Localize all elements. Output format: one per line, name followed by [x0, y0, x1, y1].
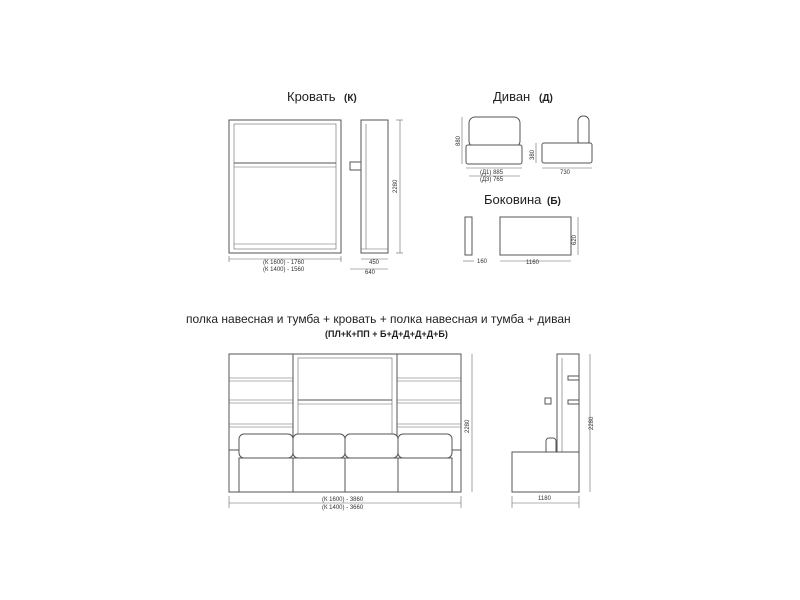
sofa-depth-dim: 730 [560, 170, 571, 176]
side-height-dim: 620 [572, 234, 578, 245]
bed-width-dim-1400: (К 1400) - 1560 [263, 267, 305, 273]
sofa-code: (Д) [539, 93, 553, 104]
sofa-front-view [466, 117, 522, 164]
sofa-height-dim: 880 [456, 135, 462, 146]
side-title: Боковина [484, 192, 542, 207]
bed-front-view [229, 120, 341, 253]
set-width-dim-1400: (К 1400) - 3660 [322, 505, 364, 511]
bed-depth-dim-640: 640 [365, 270, 376, 276]
bed-width-dim-1600: (К 1600) - 1760 [263, 260, 305, 266]
sofa-title: Диван [493, 89, 531, 104]
set-front-view [229, 354, 461, 492]
set-height-dim: 2280 [465, 419, 471, 433]
bed-side-view [350, 120, 388, 253]
set-side-view [512, 354, 579, 492]
side-front-view [465, 217, 472, 255]
side-length-dim: 1160 [526, 260, 539, 266]
side-side-view [500, 217, 571, 255]
sofa-width-dim-d3: (Д3) 765 [480, 177, 504, 183]
sofa-width-dim-d1: (Д1) 885 [480, 170, 504, 176]
set-side-depth-dim: 1180 [538, 496, 551, 502]
sofa-seat-height-dim: 380 [530, 149, 536, 160]
set-side-height-dim: 2280 [589, 416, 595, 430]
side-thickness-dim: 160 [477, 259, 488, 265]
set-formula: (ПЛ+К+ПП + Б+Д+Д+Д+Д+Б) [325, 329, 448, 339]
set-caption: полка навесная и тумба + кровать + полка навесная и тумба + диван [186, 312, 571, 326]
sofa-side-view [542, 116, 592, 163]
set-width-dim-1600: (К 1600) - 3860 [322, 497, 364, 503]
bed-depth-dim-450: 450 [369, 260, 380, 266]
bed-height-dim: 2280 [393, 179, 399, 193]
bed-code: (К) [344, 93, 357, 104]
bed-title: Кровать [287, 89, 336, 104]
side-code: (Б) [547, 196, 561, 207]
